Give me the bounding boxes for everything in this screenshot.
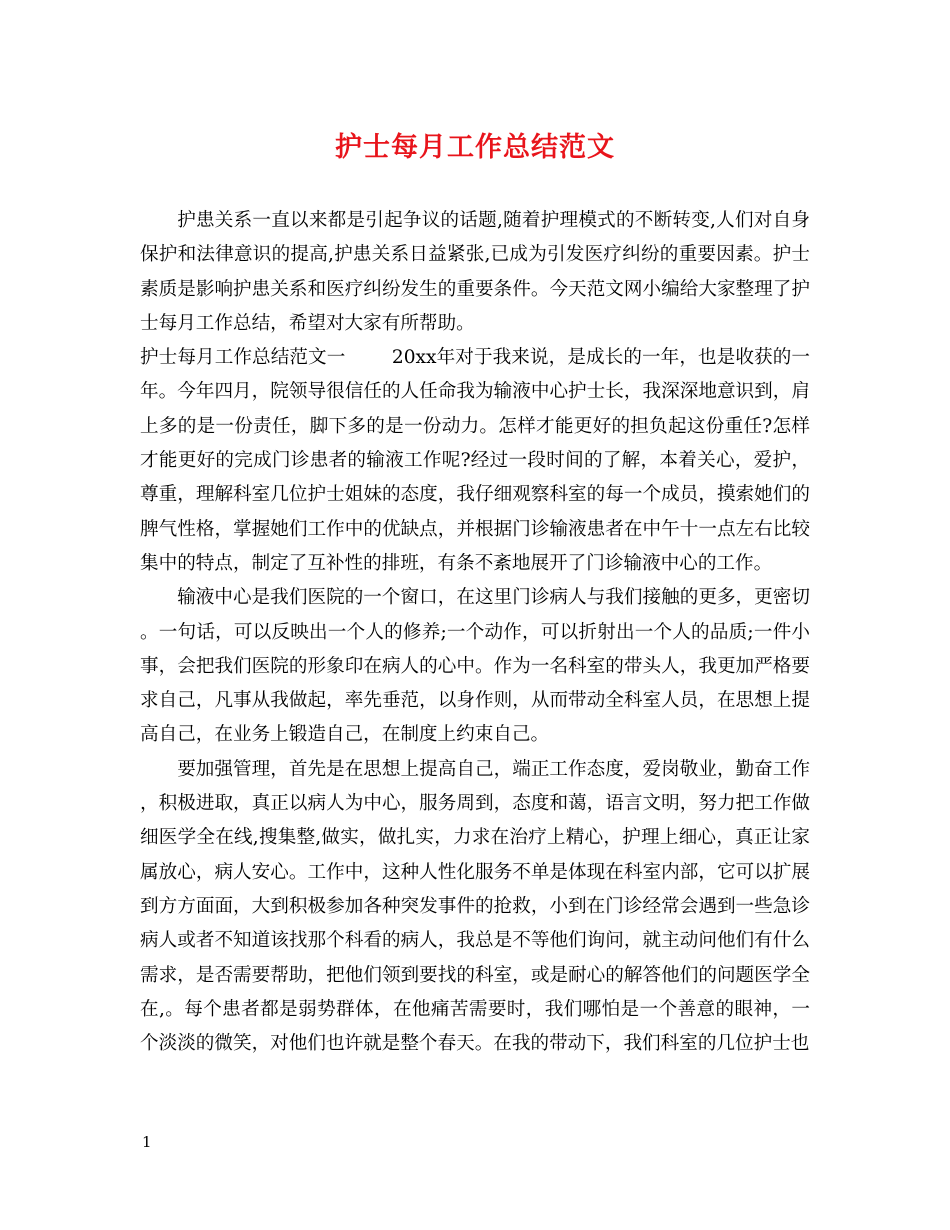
page-number: 1 [142, 1133, 152, 1151]
section-one-paragraph [140, 341, 810, 581]
document-title: 护士每月工作总结范文 [335, 132, 615, 163]
intro-paragraph: 护患关系一直以来都是引起争议的话题,随着护理模式的不断转变,人们对自身保护和法律意识的提高,护患关系日益紧张,已成为引发医疗纠纷的重要因素。护士素质是影响护患关系和医疗纠纷发生的重要条件。今天范文网小编给大家整理了护士每月工作总结，希望对大家有所帮助。 [140, 210, 810, 334]
document-body [140, 204, 810, 1061]
body-paragraph-infusion-center: 输液中心是我们医院的一个窗口，在这里门诊病人与我们接触的更多，更密切。一句话，可以反映出一个人的修养;一个动作，可以折射出一个人的品质;一件小事，会把我们医院的形象印在病人的心中。作为一名科室的带头人，我更加严格要求自己，凡事从我做起，率先垂范，以身作则，从而带动全科室人员，在思想上提高自己，在业务上锻造自己，在制度上约束自己。 [140, 587, 810, 746]
section-one-text: 20xx年对于我来说，是成长的一年，也是收获的一年。今年四月，院领导很信任的人任命我为输液中心护士长，我深深地意识到，肩上多的是一份责任，脚下多的是一份动力。怎样才能更好的担负起这份重任?怎样才能更好的完成门诊患者的输液工作呢?经过一段时间的了解，本着关心，爱护，尊重，理解科室几位护士姐妹的态度，我仔细观察科室的每一个成员，摸索她们的脾气性格，掌握她们工作中的优缺点，并根据门诊输液患者在中午十一点左右比较集中的特点，制定了互补性的排班，有条不紊地展开了门诊输液中心的工作。 [140, 347, 810, 574]
heading-gap [345, 347, 391, 368]
section-heading: 护士每月工作总结范文一 [140, 347, 346, 369]
body-paragraph-management: 要加强管理，首先是在思想上提高自己，端正工作态度，爱岗敬业，勤奋工作，积极进取，真正以病人为中心，服务周到，态度和蔼，语言文明，努力把工作做细医学全在线,搜集整,做实，做扎实，力求在治疗上精心，护理上细心，真正让家属放心，病人安心。工作中，这种人性化服务不单是体现在科室内部，它可以扩展到方方面面，大到积极参加各种突发事件的抢救，小到在门诊经常会遇到一些急诊病人或者不知道该找那个科看的病人，我总是不等他们询问，就主动问他们有什么需求，是否需要帮助，把他们领到要找的科室，或是耐心的解答他们的问题医学全在,。每个患者都是弱势群体，在他痛苦需要时，我们哪怕是一个善意的眼神，一个淡淡的微笑，对他们也许就是整个春天。在我的带动下，我们科室的几位护士也 [140, 758, 810, 1055]
